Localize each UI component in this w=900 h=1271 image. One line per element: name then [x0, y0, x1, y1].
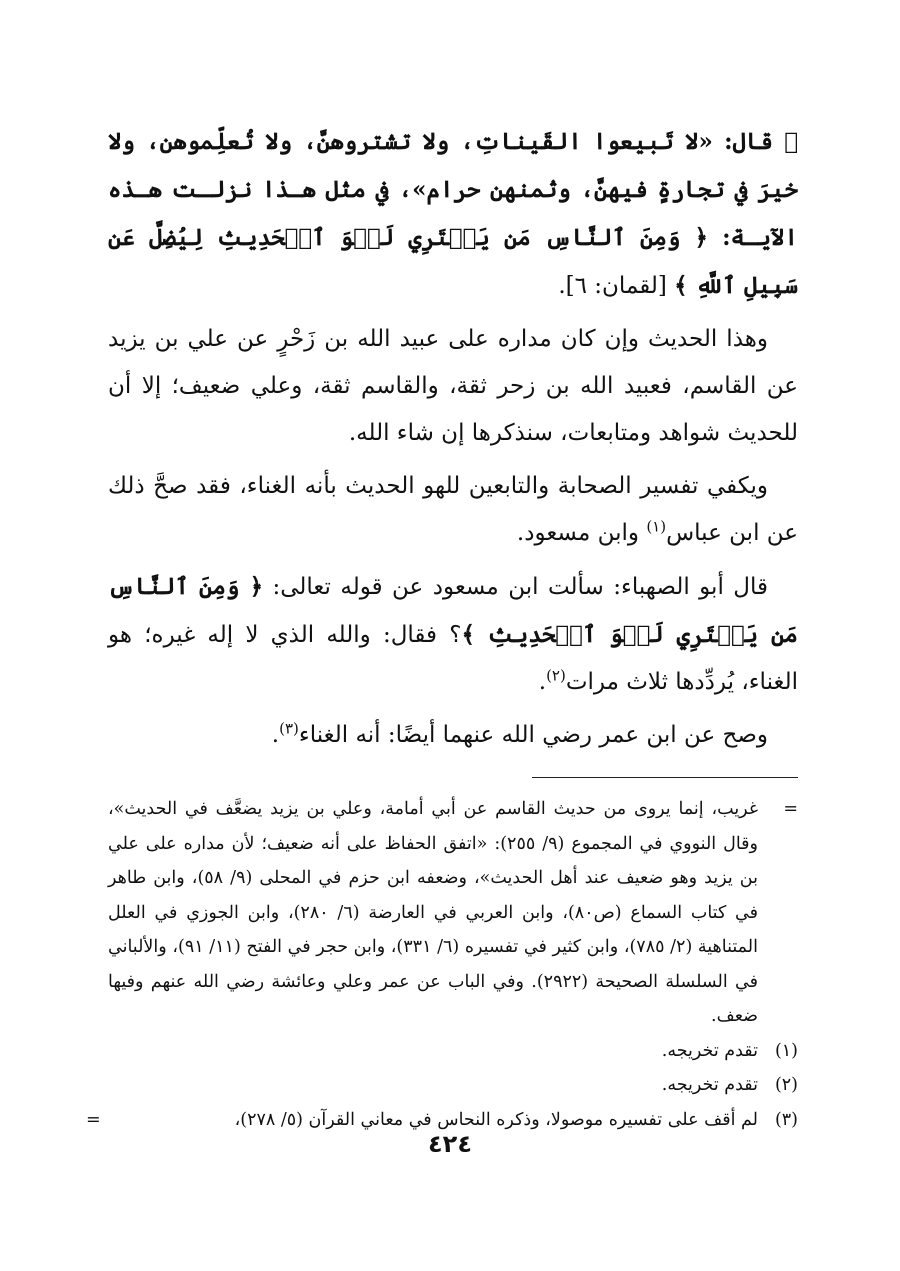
quran-verse-2: ﴿ وَمِنَ ٱلنَّاسِ مَن يَشۡتَرِي لَهۡوَ ٱلۡحَدِيثِ ﴾ — [108, 573, 798, 648]
footnote-1-mark: (١) — [774, 1040, 798, 1061]
footnote-continued-mark: = — [783, 799, 798, 819]
footnotes — [86, 792, 798, 1137]
page-content — [86, 118, 799, 1137]
paragraph-5 — [108, 712, 798, 759]
paragraph-3-end: وابن مسعود. — [516, 520, 647, 546]
paragraph-4-end: . — [538, 669, 547, 695]
footnote-ref-1[interactable]: (١) — [646, 517, 667, 536]
paragraph-5-text: وصح عن ابن عمر رضي الله عنهما أيضًا: أنه الغناء — [298, 722, 768, 748]
footnote-ref-3[interactable]: (٣) — [279, 719, 299, 738]
footnote-2-text: تقدم تخريجه. — [661, 1075, 758, 1095]
paragraph-4-text: قال أبو الصهباء: سألت ابن مسعود عن قوله تعالى: — [263, 574, 768, 600]
paragraph-4 — [108, 563, 798, 706]
verse-reference: [لقمان: ٦]. — [558, 273, 675, 299]
footnote-3-mark: (٣) — [774, 1109, 798, 1130]
paragraph-4-text-2: ؟ فقال: والله الذي لا إله غيره؛ هو الغناء، يُردِّدها ثلاث مرات — [108, 622, 798, 695]
footnote-continued — [108, 792, 798, 1034]
hadith-text: ﷺ قال: «لا تَبيعوا القَيناتِ، ولا تشتروهنَّ، ولا تُعلِّموهن، ولا خيرَ في تجارةٍ فيهنَّ، وثمنهن حرام»، في مثل هـذا نزلـت هـذه الآيـة: — [108, 128, 799, 251]
main-text — [108, 118, 798, 759]
footnote-1-text: تقدم تخريجه. — [661, 1040, 758, 1061]
footnote-divider — [532, 777, 798, 778]
footnote-2 — [108, 1068, 798, 1103]
paragraph-3-text: ويكفي تفسير الصحابة والتابعين للهو الحديث بأنه الغناء، فقد صحَّ ذلك عن ابن عباس — [108, 473, 798, 546]
footnote-2-mark: (٢) — [774, 1075, 798, 1095]
quran-verse: ﴿ وَمِنَ ٱلنَّاسِ مَن يَشۡتَرِي لَهۡوَ ٱلۡحَدِيثِ لِيُضِلَّ عَن سَبِيلِ ٱللَّهِ ﴾ — [108, 224, 798, 299]
footnote-1 — [108, 1034, 798, 1069]
footnote-ref-2[interactable]: (٢) — [546, 666, 566, 685]
page-number: ٤٢٤ — [428, 1130, 472, 1158]
paragraph-3 — [108, 463, 798, 557]
paragraph-5-end: . — [271, 722, 280, 748]
footnote-continued-text: غريب، إنما يروى من حديث القاسم عن أبي أمامة، وعلي بن يزيد يضعَّف في الحديث»، وقال النووي في المجموع (٩/ ٢٥٥): «اتفق الحفاظ على أنه ضعيف؛ لأن مداره على علي بن يزيد وهو ضعيف عند أهل الحديث»، وضعفه ابن حزم في المحلى (٩/ ٥٨)، وابن طاهر في كتاب السماع (ص٨٠)، وابن العربي في العارضة (٦/ ٢٨٠)، وابن الجوزي في العلل المتناهية (٢/ ٧٨٥)، وابن كثير في تفسيره (٦/ ٣٣١)، وابن حجر في الفتح (١١/ ٩١)، والألباني في السلسلة الصحيحة (٢٩٢٢). وفي الباب عن عمر وعلي وعائشة رضي الله عنهم وفيها ضعف. — [108, 799, 759, 1026]
paragraph-2: وهذا الحديث وإن كان مداره على عبيد الله بن زَحْرٍ عن علي بن يزيد عن القاسم، فعبيد الله بن زحر ثقة، والقاسم ثقة، وعلي ضعيف؛ إلا أن للحديث شواهد ومتابعات، سنذكرها إن شاء الله. — [108, 326, 798, 446]
footnote-3-text: لم أقف على تفسيره موصولا، وذكره النحاس في معاني القرآن (٥/ ٢٧٨)، — [234, 1109, 758, 1130]
paragraph-1 — [108, 118, 798, 310]
footnote-3-continuation-mark: = — [86, 1109, 101, 1130]
